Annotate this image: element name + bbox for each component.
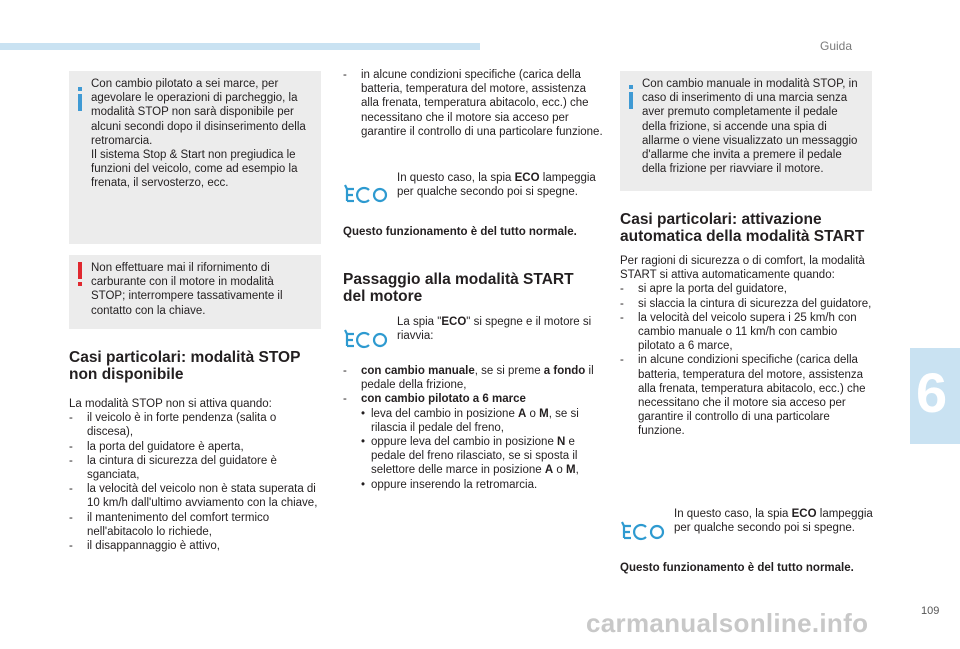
text-line: aver premuto completamente il pedale — [642, 106, 838, 119]
eco-note-2 — [397, 315, 597, 343]
eco-icon — [343, 181, 389, 209]
text-line: agevolare le operazioni di parcheggio, la — [91, 92, 298, 105]
text-line: funzioni del veicolo, come ad esempio la — [91, 163, 298, 176]
text: il pedale della frizione, — [361, 365, 594, 392]
text: o — [526, 407, 540, 420]
eco-text: lampeggia per qualche secondo poi si spegne. — [674, 508, 873, 535]
info-icon — [628, 85, 634, 113]
section-title: Guida — [820, 39, 853, 53]
eco-keyword: ECO — [791, 508, 817, 520]
eco-keyword: ECO — [514, 172, 540, 184]
bold-text: M — [539, 407, 549, 420]
intro-text: La modalità STOP non si attiva quando: — [69, 398, 272, 410]
text: e pedale del freno rilasciato, se si sposta il selettore delle marce in posizione — [371, 436, 578, 477]
text: o — [553, 464, 566, 477]
list-item: - la cintura di sicurezza del guidatore è sganciata, — [69, 454, 321, 482]
list-item: - in alcune condizioni specifiche (carica della batteria, temperatura del motore, assistenza alla frenata, temperatura abitacolo, ecc.) che necessitano che il motore sia acceso per garantire il controllo di una particolare funzione. — [343, 68, 603, 139]
list-item: - la porta del guidatore è aperta, — [69, 440, 321, 454]
heading-line: del motore — [343, 287, 423, 305]
heading-auto-start — [620, 212, 890, 245]
text-line: della frizione, si accende una spia di — [642, 120, 827, 133]
eco-note-3 — [674, 507, 874, 535]
info-box — [69, 71, 321, 244]
eco-icon — [620, 518, 666, 546]
page-number: 109 — [921, 605, 940, 617]
list-item: - il veicolo è in forte pendenza (salita o discesa), — [69, 411, 321, 439]
info-box — [620, 71, 872, 191]
bold-text: a fondo — [543, 365, 586, 377]
eco-text: La spia " — [397, 316, 442, 328]
intro-text: Per ragioni di sicurezza o di comfort, la modalità START si attiva automaticamente quando: — [620, 255, 865, 282]
text: , se si rilascia il pedale del freno, — [371, 407, 579, 434]
bold-text: A — [544, 464, 554, 477]
text-line: retromarcia. — [91, 134, 153, 147]
text-line: della frizione per riavviare il motore. — [642, 163, 824, 176]
normal-operation-note: Questo funzionamento è del tutto normale. — [343, 226, 577, 238]
text-line: Con cambio pilotato a sei marce, per — [91, 78, 279, 90]
info-box-text — [91, 77, 323, 191]
condition-list — [69, 411, 321, 553]
list-item: - in alcune condizioni specifiche (carica della batteria, temperatura del motore, assistenza alla frenata, temperatura abitacolo, ecc.) che necessitano che il motore sia acceso per garantire il controllo di una particolare funzione. — [620, 353, 876, 438]
list-item — [343, 364, 601, 392]
list-item: - si slaccia la cintura di sicurezza del guidatore, — [620, 297, 876, 311]
chapter-number: 6 — [916, 361, 948, 424]
text: , se si preme — [474, 365, 544, 377]
info-box-text — [642, 77, 874, 176]
info-icon — [77, 87, 83, 115]
chapter-tab — [910, 348, 960, 444]
text-line: alcuni secondi dopo il disinserimento della — [91, 120, 306, 133]
text-line: modalità STOP non sarà disponibile per — [91, 106, 294, 119]
text: oppure leva del cambio in posizione — [371, 436, 558, 449]
stop-unavailable-body — [69, 397, 321, 553]
eco-note-1 — [397, 171, 597, 199]
warning-box — [69, 255, 321, 329]
auto-start-body — [620, 254, 876, 439]
heading-start-mode — [343, 272, 613, 305]
text: , — [575, 464, 579, 477]
bold-text: con cambio pilotato a 6 marce — [361, 393, 526, 406]
text-line: STOP; interrompere tassativamente il — [91, 290, 283, 303]
heading-line: Casi particolari: modalità STOP — [69, 349, 301, 366]
text-line: Con cambio manuale in modalità STOP, in — [642, 78, 858, 90]
heading-line: automatica della modalità START — [620, 227, 865, 245]
list-item: - il mantenimento del comfort termico nell'abitacolo lo richiede, — [69, 511, 321, 539]
condition-list — [620, 282, 876, 438]
text-line: caso di inserimento di una marcia senza — [642, 92, 848, 105]
eco-icon — [343, 326, 389, 354]
bold-text: N — [557, 436, 566, 449]
heading-line: Passaggio alla modalità START — [343, 271, 574, 288]
list-item: - la velocità del veicolo supera i 25 km/h con cambio manuale o 11 km/h con cambio pilotato a 6 marce, — [620, 311, 876, 354]
normal-operation-note: Questo funzionamento è del tutto normale. — [620, 562, 854, 574]
list-item: - la velocità del veicolo non è stata superata di 10 km/h dall'ultimo avviamento con la chiave, — [69, 482, 321, 510]
text: leva del cambio in posizione — [371, 407, 519, 420]
col2-top — [343, 68, 603, 139]
text-line: frenata, il servosterzo, ecc. — [91, 177, 229, 190]
bold-text: M — [565, 464, 576, 477]
condition-list — [343, 364, 601, 407]
list-item: - il disappannaggio è attivo, — [69, 539, 321, 553]
text-line: d'allarme che invita a premere il pedale — [642, 149, 842, 162]
condition-list — [343, 68, 603, 139]
sub-list — [343, 407, 601, 492]
text-line: contatto con la chiave. — [91, 304, 206, 317]
text-line: Non effettuare mai il rifornimento di — [91, 262, 270, 274]
list-item: - si apre la porta del guidatore, — [620, 282, 876, 296]
eco-text: In questo caso, la spia — [397, 172, 515, 184]
sub-item — [361, 407, 601, 435]
eco-keyword: ECO — [441, 316, 467, 328]
text-line: carburante con il motore in modalità — [91, 276, 274, 289]
warning-box-text — [91, 261, 323, 318]
eco-text: lampeggia per qualche secondo poi si spegne. — [397, 172, 596, 199]
heading-line: non disponibile — [69, 365, 184, 383]
list-item — [343, 392, 601, 406]
sub-item — [361, 435, 601, 478]
bold-text: A — [518, 407, 527, 420]
start-conditions — [343, 364, 601, 492]
header-accent-bar — [0, 43, 480, 50]
heading-stop-unavailable — [69, 350, 329, 383]
warning-icon — [77, 262, 83, 290]
text-line: Il sistema Stop & Start non pregiudica le — [91, 149, 296, 162]
watermark: carmanualsonline.info — [586, 608, 869, 638]
sub-item: • oppure inserendo la retromarcia. — [361, 478, 601, 492]
heading-line: Casi particolari: attivazione — [620, 211, 822, 228]
eco-text: " si spegne e il motore si riavvia: — [397, 316, 592, 343]
eco-text: In questo caso, la spia — [674, 508, 792, 520]
bold-text: con cambio manuale — [361, 365, 475, 377]
text-line: allarme o viene visualizzato un messaggio — [642, 134, 858, 147]
